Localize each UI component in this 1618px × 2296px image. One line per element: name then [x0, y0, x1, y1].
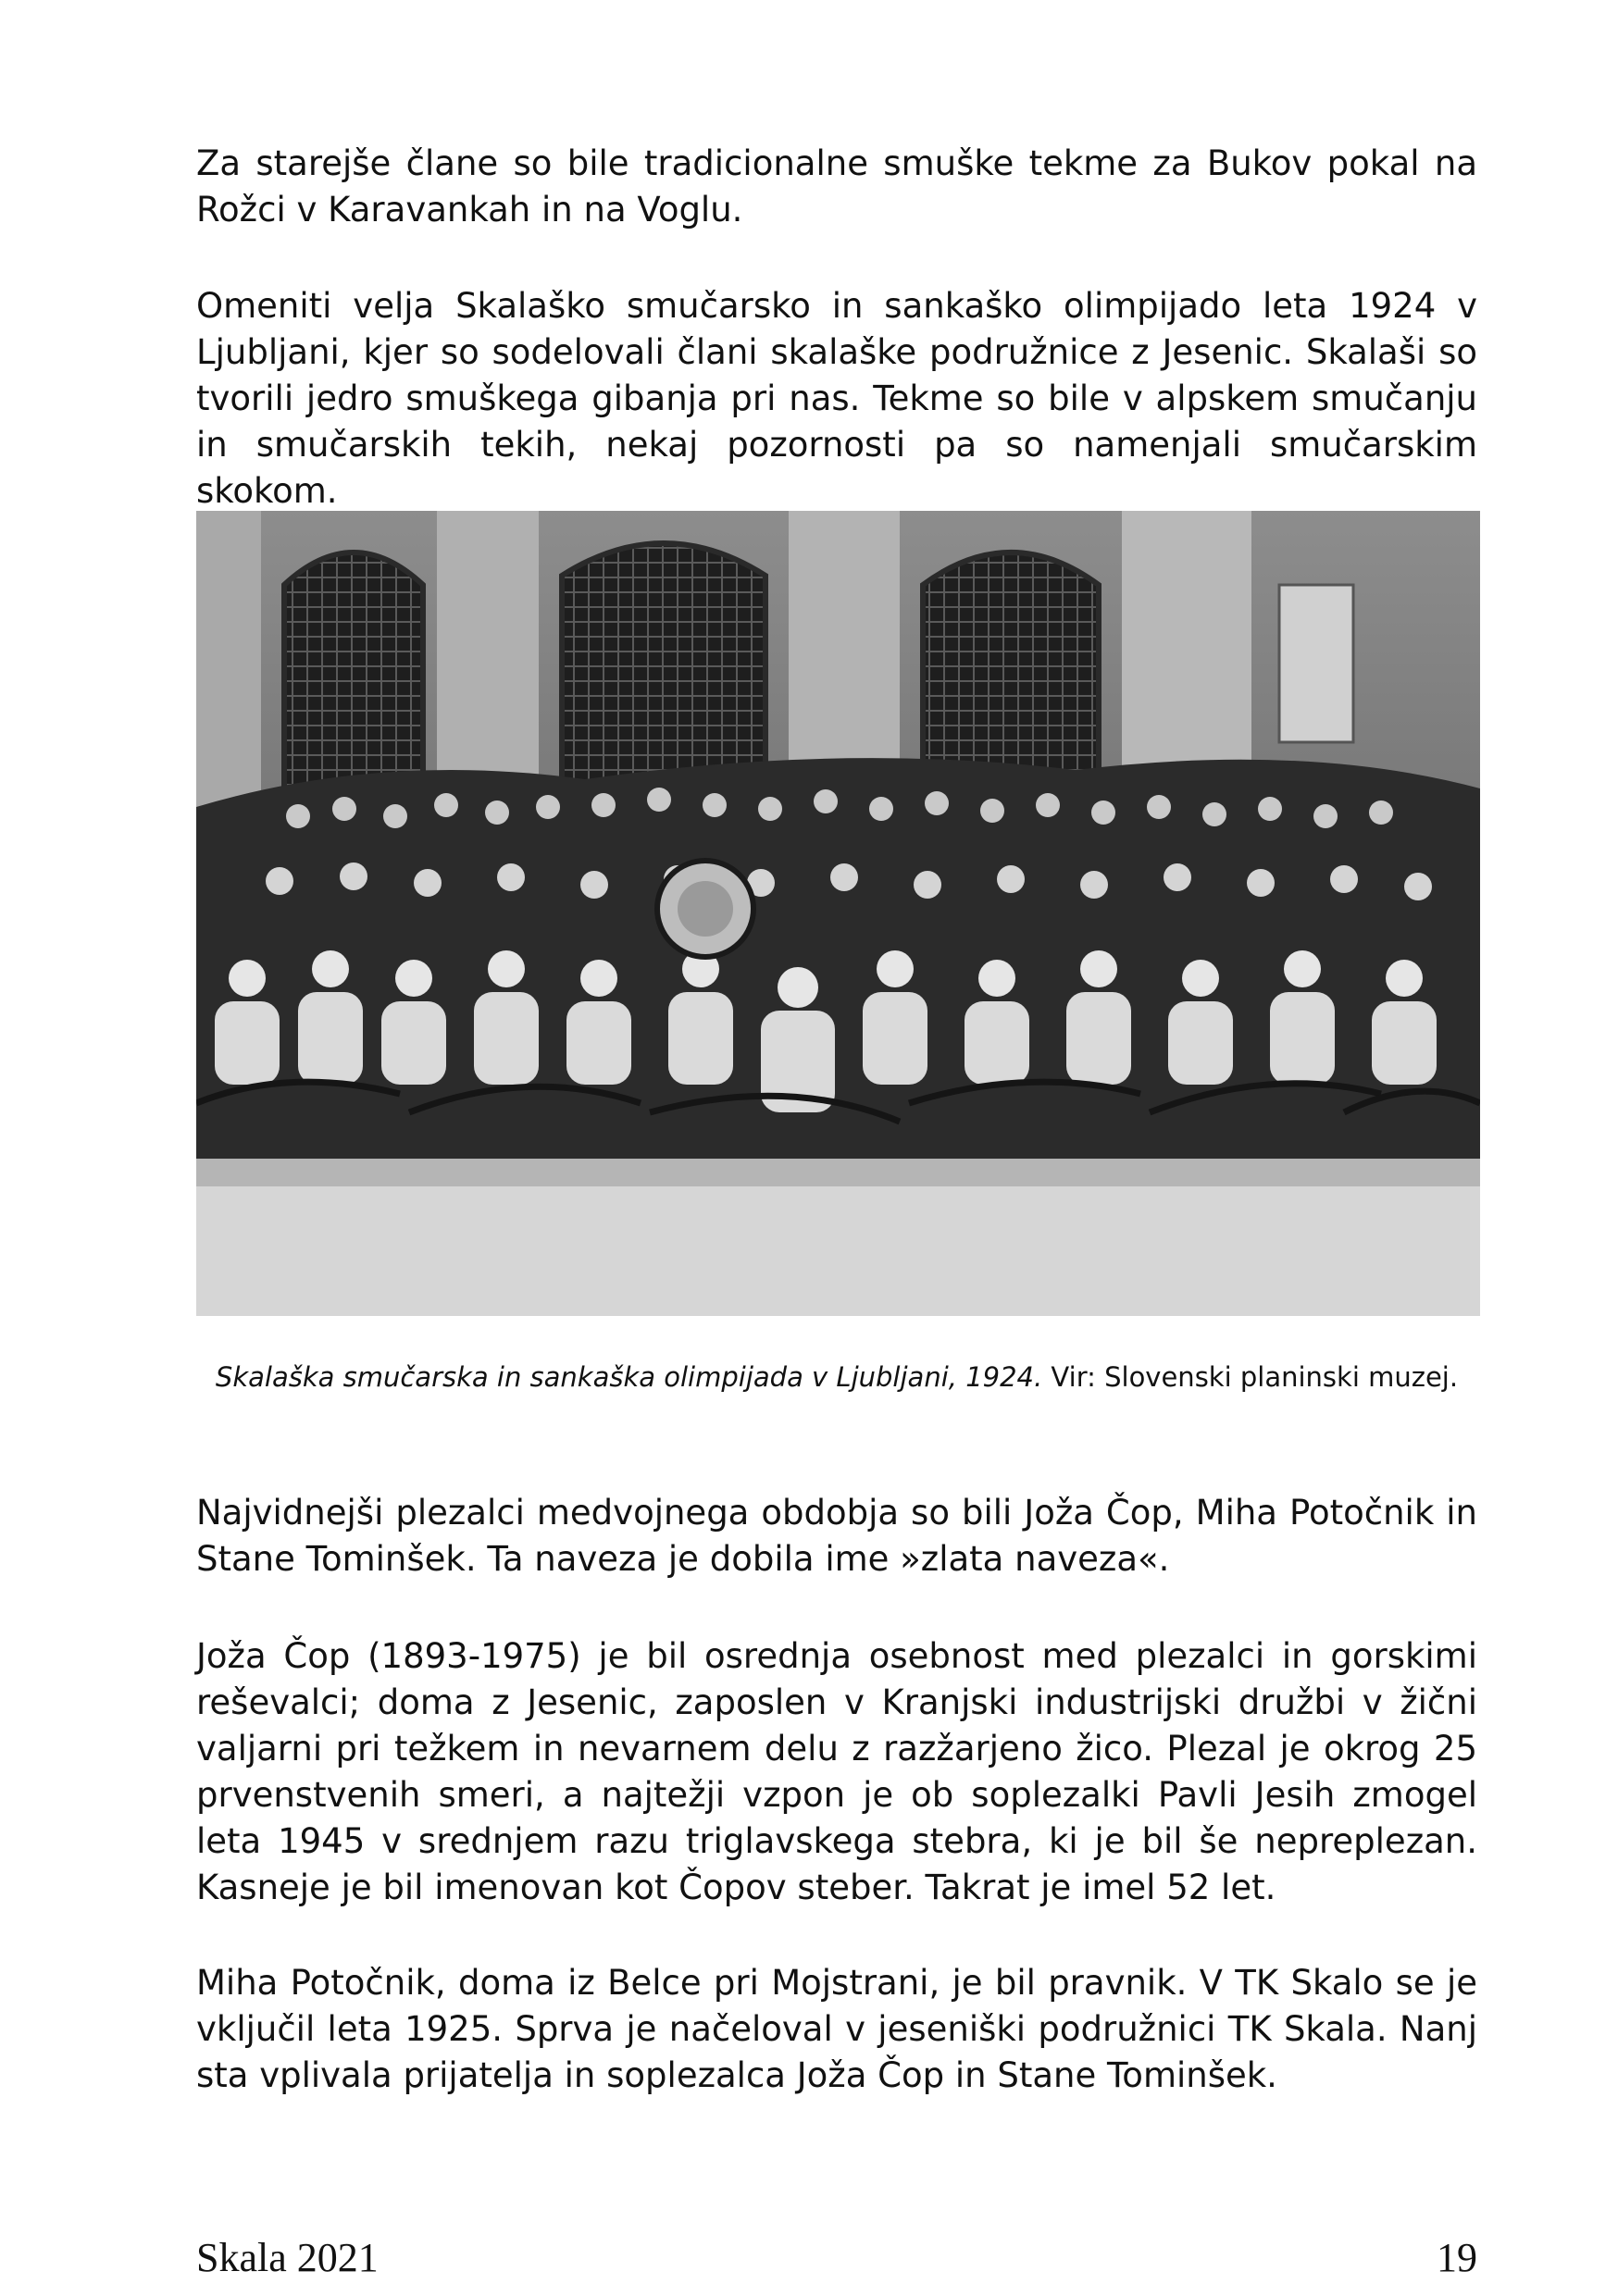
paragraph-4: Joža Čop (1893-1975) je bil osrednja osebnost med plezalci in gorskimi reševalci; doma z Jesenic, zaposlen v Kranjski industrijski družbi v žični valjarni pri težkem in nevarnem delu z razžarjeno žico. Plezal je okrog 25 prvenstvenih smeri, a najtežji vzpon je ob soplezalki Pavli Jesih zmogel leta 1945 v srednjem razu triglavskega stebra, ki je bil še nepreplezan. Kasneje je bil imenovan kot Čopov steber. Takrat je imel 52 let.	[196, 1636, 1477, 1907]
caption-source: Vir: Slovenski planinski muzej.	[1042, 1361, 1459, 1393]
historical-group-photo	[196, 511, 1480, 1316]
paragraph-5: Miha Potočnik, doma iz Belce pri Mojstrani, je bil pravnik. V TK Skalo se je vključil leta 1925. Sprva je načeloval v jeseniški podružnici TK Skala. Nanj sta vplivala prijatelja in soplezalca Joža Čop in Stane Tominšek.	[196, 1963, 1477, 2095]
photo-caption	[196, 1359, 1477, 1396]
photo-illustration	[196, 511, 1480, 1316]
footer-publication: Skala 2021	[196, 2235, 379, 2280]
paragraph-2: Omeniti velja Skalaško smučarsko in sankaško olimpijado leta 1924 v Ljubljani, kjer so sodelovali člani skalaške podružnice z Jesenic. Skalaši so tvorili jedro smuškega gibanja pri nas. Tekme so bile v alpskem smučanju in smučarskih tekih, nekaj pozornosti pa so namenjali smučarskim skokom.	[196, 286, 1477, 511]
footer-page-number: 19	[1437, 2235, 1477, 2280]
caption-title: Skalaška smučarska in sankaška olimpijada v Ljubljani, 1924.	[215, 1361, 1043, 1393]
paragraph-1: Za starejše člane so bile tradicionalne smuške tekme za Bukov pokal na Rožci v Karavankah in na Voglu.	[196, 143, 1477, 230]
paragraph-3: Najvidnejši plezalci medvojnega obdobja so bili Joža Čop, Miha Potočnik in Stane Tominšek. Ta naveza je dobila ime »zlata naveza«.	[196, 1493, 1477, 1579]
